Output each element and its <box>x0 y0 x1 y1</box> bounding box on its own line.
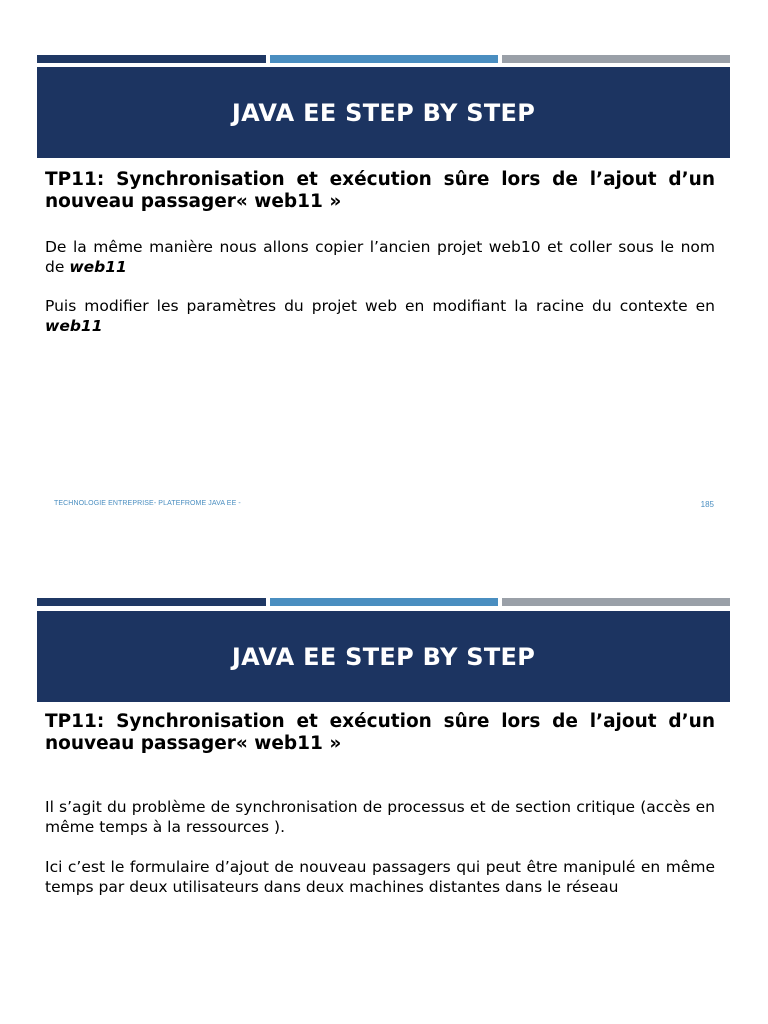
title-banner <box>37 67 730 158</box>
title-banner <box>37 611 730 702</box>
paragraph: Ici c’est le formulaire d’ajout de nouveau passagers qui peut être manipulé en même temps par deux utilisateurs dans deux machines distantes dans le réseau <box>45 858 715 896</box>
page-number: 185 <box>700 500 714 509</box>
emphasis-text: web11 <box>45 317 103 335</box>
slide-subtitle: TP11: Synchronisation et exécution sûre lors de l’ajout d’un nouveau passager« web11 » <box>45 169 715 212</box>
accent-bar-gray <box>502 55 730 63</box>
slide-subtitle: TP11: Synchronisation et exécution sûre lors de l’ajout d’un nouveau passager« web11 » <box>45 711 715 754</box>
accent-bar-blue <box>270 598 498 606</box>
paragraph-text: De la même manière nous allons copier l’ancien projet web10 et coller sous le nom de <box>45 238 715 276</box>
accent-bar-blue <box>270 55 498 63</box>
footer-text: TECHNOLOGIE ENTREPRISE- PLATEFROME JAVA EE - <box>54 500 241 507</box>
emphasis-text: web11 <box>69 258 127 276</box>
slide-186 <box>0 544 768 1024</box>
paragraph-text: Puis modifier les paramètres du projet web en modifiant la racine du contexte en <box>45 297 715 315</box>
paragraph <box>45 296 715 336</box>
slide-content <box>45 711 715 897</box>
accent-bar-dark <box>37 598 266 606</box>
slide-content <box>45 169 715 336</box>
paragraph <box>45 237 715 277</box>
slide-title: JAVA EE STEP BY STEP <box>231 98 536 127</box>
accent-bar-gray <box>502 598 730 606</box>
accent-bar-dark <box>37 55 266 63</box>
paragraph: Il s’agit du problème de synchronisation de processus et de section critique (accès en même temps à la ressources ). <box>45 798 715 836</box>
slide-title: JAVA EE STEP BY STEP <box>231 642 536 671</box>
